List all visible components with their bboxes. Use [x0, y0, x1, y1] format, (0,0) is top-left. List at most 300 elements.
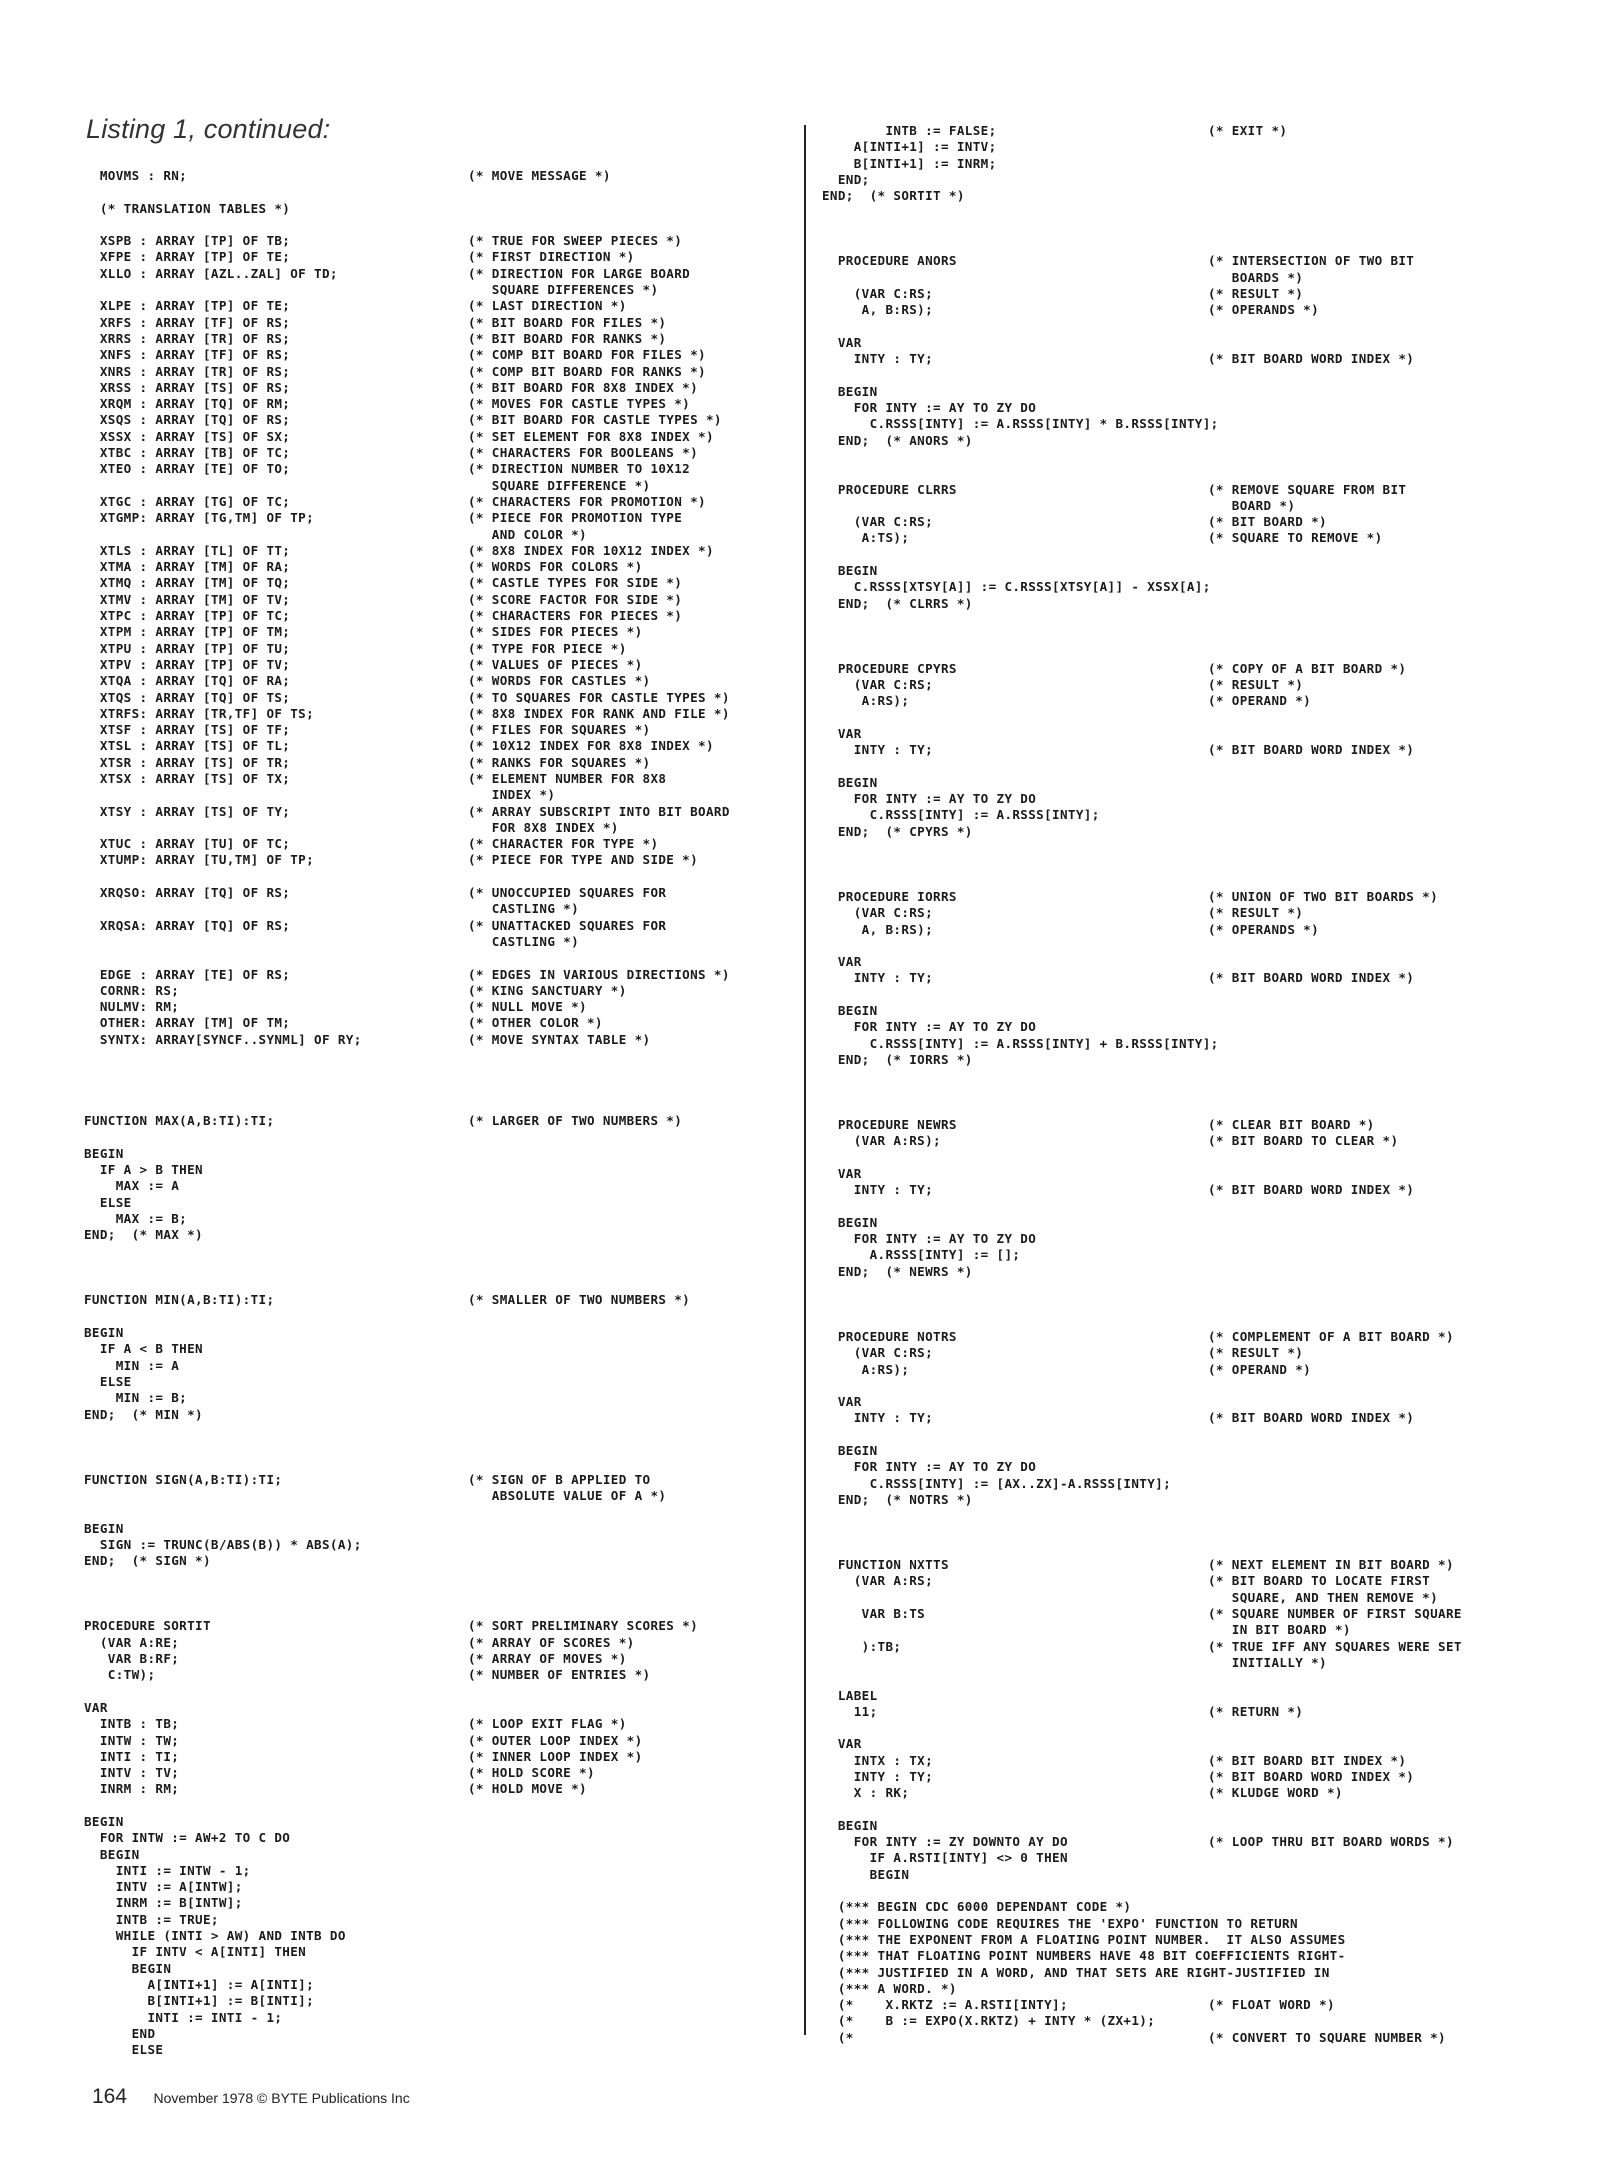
code-comment: (* MOVE MESSAGE *) — [468, 168, 611, 183]
code-line — [822, 1753, 1522, 1769]
code-line — [84, 1798, 804, 1814]
code-text: END; (* NEWRS *) — [822, 1263, 973, 1279]
code-text: END; (* SORTIT *) — [822, 188, 965, 204]
code-text: BEGIN — [822, 563, 878, 579]
code-line — [822, 1867, 1522, 1883]
code-text: A:RS); — [822, 693, 910, 709]
code-line — [84, 1667, 804, 1683]
code-text: BEGIN — [822, 383, 878, 399]
code-line — [822, 742, 1522, 758]
code-line — [84, 624, 804, 640]
code-line — [822, 1247, 1522, 1263]
code-line — [822, 1883, 1522, 1899]
code-line — [84, 869, 804, 885]
code-text: A[INTI+1] := INTV; — [822, 139, 997, 155]
code-comment: (* NEXT ELEMENT IN BIT BOARD *) — [1208, 1557, 1454, 1573]
code-text: CORNR: RS; — [84, 982, 180, 998]
code-line — [84, 559, 804, 575]
code-line — [822, 286, 1522, 302]
code-comment: (* HOLD MOVE *) — [468, 1781, 587, 1797]
code-line — [84, 852, 804, 868]
code-text: (*** THE EXPONENT FROM A FLOATING POINT NUMBER. IT ALSO ASSUMES — [822, 1931, 1346, 1947]
page-number: 164 — [92, 2085, 128, 2108]
code-text: XSSX : ARRAY [TS] OF SX; — [84, 428, 291, 444]
code-comment: AND COLOR *) — [468, 526, 587, 542]
code-line — [84, 249, 804, 265]
code-line — [822, 1459, 1522, 1475]
code-text: XTUC : ARRAY [TU] OF TC; — [84, 836, 291, 852]
code-text: XTGMP: ARRAY [TG,TM] OF TP; — [84, 510, 315, 526]
code-comment: (* BIT BOARD WORD INDEX *) — [1208, 1768, 1415, 1784]
code-comment: (* BIT BOARD FOR 8X8 INDEX *) — [468, 379, 699, 395]
code-comment: (* BIT BOARD WORD INDEX *) — [1208, 1410, 1415, 1426]
code-comment: (* KLUDGE WORD *) — [1208, 1785, 1343, 1801]
code-text: IF A.RSTI[INTY] <> 0 THEN — [822, 1850, 1068, 1866]
code-line — [822, 1215, 1522, 1231]
code-comment: (* BIT BOARD FOR RANKS *) — [468, 330, 667, 346]
code-text: XTMQ : ARRAY [TM] OF TQ; — [84, 575, 291, 591]
code-line — [84, 1162, 804, 1178]
code-line — [822, 547, 1522, 563]
code-text: VAR — [822, 725, 862, 741]
code-comment: (* RETURN *) — [1208, 1703, 1304, 1719]
listing-heading: Listing 1, continued: — [86, 114, 331, 144]
code-line — [822, 1345, 1522, 1361]
code-text: XTMA : ARRAY [TM] OF RA; — [84, 559, 291, 575]
code-line — [822, 645, 1522, 661]
code-line — [822, 1981, 1522, 1997]
code-text: FOR INTY := AY TO ZY DO — [822, 1231, 1037, 1247]
code-text: INTX : TX; — [822, 1752, 934, 1768]
code-comment: (* SQUARE NUMBER OF FIRST SQUARE — [1208, 1606, 1462, 1622]
code-comment: (* CHARACTERS FOR BOOLEANS *) — [468, 445, 699, 461]
code-text: PROCEDURE NOTRS — [822, 1328, 957, 1344]
page-footer — [92, 2085, 410, 2109]
code-text: BEGIN — [822, 1866, 910, 1882]
code-line — [84, 1374, 804, 1390]
code-line — [822, 1655, 1522, 1671]
code-comment: (* SIGN OF B APPLIED TO — [468, 1471, 651, 1487]
code-line — [822, 1671, 1522, 1687]
code-text: INRM := B[INTW]; — [84, 1895, 243, 1911]
code-line — [822, 954, 1522, 970]
code-line — [84, 1814, 804, 1830]
code-line — [822, 1443, 1522, 1459]
code-comment: FOR 8X8 INDEX *) — [468, 819, 619, 835]
code-comment: (* BIT BOARD TO CLEAR *) — [1208, 1133, 1399, 1149]
code-line — [84, 608, 804, 624]
code-line — [84, 1325, 804, 1341]
code-line — [84, 1847, 804, 1863]
code-text: ELSE — [84, 1194, 132, 1210]
code-text: INTB := FALSE; — [822, 123, 997, 138]
code-text: PROCEDURE CLRRS — [822, 481, 957, 497]
code-text: XNFS : ARRAY [TF] OF RS; — [84, 347, 291, 363]
code-line — [822, 530, 1522, 546]
code-line — [84, 412, 804, 428]
code-comment: (* OPERAND *) — [1208, 1361, 1312, 1377]
code-line — [84, 1015, 804, 1031]
code-line — [822, 1394, 1522, 1410]
code-line — [84, 266, 804, 282]
code-line — [84, 315, 804, 331]
code-line — [84, 885, 804, 901]
code-line — [84, 1944, 804, 1960]
code-line — [84, 575, 804, 591]
code-line — [822, 384, 1522, 400]
code-comment: INITIALLY *) — [1208, 1654, 1327, 1670]
code-text: INRM : RM; — [84, 1781, 180, 1797]
code-line — [822, 2030, 1522, 2046]
code-text: BEGIN — [84, 1520, 124, 1536]
code-text: XFPE : ARRAY [TP] OF TE; — [84, 249, 291, 265]
code-text: INTY : TY; — [822, 742, 934, 758]
code-text: B[INTI+1] := B[INTI]; — [84, 1993, 315, 2009]
code-line — [84, 657, 804, 673]
code-line — [822, 759, 1522, 775]
code-comment: (* CONVERT TO SQUARE NUMBER *) — [1208, 2029, 1446, 2045]
code-text: BEGIN — [84, 1846, 140, 1862]
code-line — [84, 1504, 804, 1520]
code-comment: (* BIT BOARD FOR FILES *) — [468, 314, 667, 330]
code-text: END; (* NOTRS *) — [822, 1491, 973, 1507]
code-comment: BOARD *) — [1208, 497, 1296, 513]
code-line — [822, 1965, 1522, 1981]
code-comment: IN BIT BOARD *) — [1208, 1622, 1351, 1638]
code-line — [822, 1769, 1522, 1785]
code-text: (* — [822, 2029, 854, 2045]
code-line — [84, 201, 804, 217]
code-text: END; (* MIN *) — [84, 1406, 203, 1422]
code-text: IF INTV < A[INTI] THEN — [84, 1944, 307, 1960]
code-text: XTUMP: ARRAY [TU,TM] OF TP; — [84, 852, 315, 868]
code-comment: (* MOVES FOR CASTLE TYPES *) — [468, 396, 691, 412]
code-comment: (* OPERANDS *) — [1208, 302, 1320, 318]
code-line — [822, 1166, 1522, 1182]
code-comment: INDEX *) — [468, 787, 556, 803]
code-line — [84, 1602, 804, 1618]
code-text: XRRS : ARRAY [TR] OF RS; — [84, 330, 291, 346]
code-line — [822, 1362, 1522, 1378]
code-text: (*** A WORD. *) — [822, 1980, 957, 1996]
code-text: A:RS); — [822, 1361, 910, 1377]
code-comment: (* TYPE FOR PIECE *) — [468, 640, 627, 656]
code-comment: (* COPY OF A BIT BOARD *) — [1208, 660, 1407, 676]
code-line — [84, 1407, 804, 1423]
code-line — [84, 1749, 804, 1765]
code-text: INTV := A[INTW]; — [84, 1879, 243, 1895]
code-line — [84, 445, 804, 461]
code-line — [84, 934, 804, 950]
code-line — [822, 1085, 1522, 1101]
code-text: INTY : TY; — [822, 1182, 934, 1198]
code-text: WHILE (INTI > AW) AND INTB DO — [84, 1928, 346, 1944]
code-text: PROCEDURE SORTIT — [84, 1618, 211, 1634]
code-line — [822, 1606, 1522, 1622]
code-comment: (* BIT BOARD TO LOCATE FIRST — [1208, 1573, 1431, 1589]
code-comment: (* TRUE FOR SWEEP PIECES *) — [468, 233, 683, 249]
code-line — [84, 1977, 804, 1993]
code-comment: (* REMOVE SQUARE FROM BIT — [1208, 481, 1407, 497]
code-comment: (* CHARACTERS FOR PIECES *) — [468, 608, 683, 624]
code-text: FOR INTY := AY TO ZY DO — [822, 1459, 1037, 1475]
code-line — [84, 429, 804, 445]
code-line — [822, 1150, 1522, 1166]
code-line — [84, 1439, 804, 1455]
code-text: EDGE : ARRAY [TE] OF RS; — [84, 966, 291, 982]
code-text: (*** JUSTIFIED IN A WORD, AND THAT SETS ARE RIGHT-JUSTIFIED IN — [822, 1964, 1330, 1980]
code-line — [84, 706, 804, 722]
code-line — [822, 563, 1522, 579]
code-line — [84, 1423, 804, 1439]
code-line — [84, 1195, 804, 1211]
code-text: FOR INTY := AY TO ZY DO — [822, 1019, 1037, 1035]
code-text: C.RSSS[INTY] := A.RSSS[INTY] + B.RSSS[INTY]; — [822, 1035, 1219, 1051]
code-line — [822, 1736, 1522, 1752]
code-comment: (* DIRECTION FOR LARGE BOARD — [468, 265, 691, 281]
code-comment: (* TO SQUARES FOR CASTLE TYPES *) — [468, 689, 730, 705]
code-line — [822, 628, 1522, 644]
code-text: INTY : TY; — [822, 1768, 934, 1784]
code-line — [84, 478, 804, 494]
code-comment: (* COMPLEMENT OF A BIT BOARD *) — [1208, 1328, 1454, 1344]
code-line — [84, 738, 804, 754]
code-line — [822, 726, 1522, 742]
code-line — [84, 1081, 804, 1097]
code-comment: (* INTERSECTION OF TWO BIT — [1208, 253, 1415, 269]
code-line — [84, 787, 804, 803]
column-divider — [804, 125, 806, 2035]
code-line — [84, 641, 804, 657]
code-comment: (* BIT BOARD *) — [1208, 514, 1327, 530]
code-text: (*** THAT FLOATING POINT NUMBERS HAVE 48 BIT COEFFICIENTS RIGHT- — [822, 1948, 1346, 1964]
code-line — [84, 527, 804, 543]
code-text: INTY : TY; — [822, 1410, 934, 1426]
code-column-left — [84, 168, 804, 2058]
code-line — [84, 494, 804, 510]
code-comment: (* WORDS FOR CASTLES *) — [468, 673, 651, 689]
code-comment: (* BIT BOARD WORD INDEX *) — [1208, 1182, 1415, 1198]
code-line — [84, 364, 804, 380]
code-comment: (* ARRAY OF MOVES *) — [468, 1651, 627, 1667]
code-text: FOR INTY := ZY DOWNTO AY DO — [822, 1834, 1068, 1850]
code-text: (VAR C:RS; — [822, 514, 934, 530]
code-text: XTLS : ARRAY [TL] OF TT; — [84, 542, 291, 558]
code-text: XLLO : ARRAY [AZL..ZAL] OF TD; — [84, 265, 338, 281]
code-line — [822, 482, 1522, 498]
code-line — [822, 1785, 1522, 1801]
code-line — [84, 1684, 804, 1700]
code-text: (*** BEGIN CDC 6000 DEPENDANT CODE *) — [822, 1899, 1132, 1915]
code-line — [84, 1358, 804, 1374]
code-comment: (* BIT BOARD WORD INDEX *) — [1208, 742, 1415, 758]
code-comment: (* LAST DIRECTION *) — [468, 298, 627, 314]
code-line — [822, 416, 1522, 432]
code-text: VAR — [822, 954, 862, 970]
code-comment: (* 8X8 INDEX FOR 10X12 INDEX *) — [468, 542, 714, 558]
code-comment: SQUARE, AND THEN REMOVE *) — [1208, 1589, 1439, 1605]
code-line — [822, 1525, 1522, 1541]
code-line — [822, 1117, 1522, 1133]
code-text: A, B:RS); — [822, 302, 934, 318]
code-text: END; (* CPYRS *) — [822, 823, 973, 839]
code-comment: (* UNATTACKED SQUARES FOR — [468, 917, 667, 933]
code-line — [822, 905, 1522, 921]
code-text: PROCEDURE IORRS — [822, 888, 957, 904]
code-line — [822, 1101, 1522, 1117]
code-line — [84, 1830, 804, 1846]
code-line — [84, 1618, 804, 1634]
code-line — [822, 1932, 1522, 1948]
code-line — [822, 139, 1522, 155]
code-text: END; — [822, 171, 870, 187]
code-text: XTQS : ARRAY [TQ] OF TS; — [84, 689, 291, 705]
code-text: IF A > B THEN — [84, 1162, 203, 1178]
code-text: PROCEDURE CPYRS — [822, 660, 957, 676]
code-line — [84, 1309, 804, 1325]
code-line — [84, 1472, 804, 1488]
code-comment: (* OTHER COLOR *) — [468, 1015, 603, 1031]
code-text: FOR INTW := AW+2 TO C DO — [84, 1830, 291, 1846]
code-text: (VAR C:RS; — [822, 285, 934, 301]
code-line — [84, 1292, 804, 1308]
code-text: VAR B:TS — [822, 1606, 926, 1622]
code-line — [822, 1997, 1522, 2013]
code-line — [822, 1639, 1522, 1655]
code-comment: (* RESULT *) — [1208, 905, 1304, 921]
code-text: INTY : TY; — [822, 970, 934, 986]
code-text: XTEO : ARRAY [TE] OF TO; — [84, 461, 291, 477]
code-comment: (* CLEAR BIT BOARD *) — [1208, 1117, 1375, 1133]
code-line — [822, 253, 1522, 269]
code-line — [84, 282, 804, 298]
code-text: INTY : TY; — [822, 351, 934, 367]
code-line — [822, 824, 1522, 840]
publication-credit: November 1978 © BYTE Publications Inc — [153, 2090, 410, 2106]
code-comment: (* MOVE SYNTAX TABLE *) — [468, 1031, 651, 1047]
code-line — [84, 1651, 804, 1667]
code-text: END; (* MAX *) — [84, 1227, 203, 1243]
code-comment: (* BIT BOARD WORD INDEX *) — [1208, 351, 1415, 367]
code-line — [822, 856, 1522, 872]
code-line — [822, 1280, 1522, 1296]
code-text: MAX := A — [84, 1178, 180, 1194]
code-comment: (* NUMBER OF ENTRIES *) — [468, 1667, 651, 1683]
code-line — [822, 1622, 1522, 1638]
code-comment: (* LARGER OF TWO NUMBERS *) — [468, 1113, 683, 1129]
code-comment: (* WORDS FOR COLORS *) — [468, 559, 643, 575]
code-text: XRFS : ARRAY [TF] OF RS; — [84, 314, 291, 330]
code-comment: (* FIRST DIRECTION *) — [468, 249, 635, 265]
code-comment: (* DIRECTION NUMBER TO 10X12 — [468, 461, 691, 477]
code-line — [84, 2042, 804, 2058]
code-line — [822, 889, 1522, 905]
code-comment: (* BIT BOARD WORD INDEX *) — [1208, 970, 1415, 986]
code-text: XSPB : ARRAY [TP] OF TB; — [84, 233, 291, 249]
code-text: A, B:RS); — [822, 921, 934, 937]
code-line — [84, 380, 804, 396]
code-text: VAR — [822, 334, 862, 350]
code-line — [84, 1097, 804, 1113]
code-line — [84, 1032, 804, 1048]
code-line — [822, 987, 1522, 1003]
code-line — [84, 1260, 804, 1276]
code-comment: SQUARE DIFFERENCES *) — [468, 282, 659, 298]
code-line — [84, 771, 804, 787]
code-line — [84, 673, 804, 689]
code-line — [84, 1048, 804, 1064]
code-line — [822, 188, 1522, 204]
code-text: XRQSA: ARRAY [TQ] OF RS; — [84, 917, 291, 933]
code-line — [84, 2010, 804, 2026]
code-line — [84, 1570, 804, 1586]
code-line — [84, 1146, 804, 1162]
code-line — [822, 335, 1522, 351]
code-comment: (* CHARACTER FOR TYPE *) — [468, 836, 659, 852]
code-line — [84, 1341, 804, 1357]
code-line — [822, 579, 1522, 595]
code-text: LABEL — [822, 1687, 878, 1703]
code-line — [822, 1948, 1522, 1964]
code-text: XTBC : ARRAY [TB] OF TC; — [84, 445, 291, 461]
code-text: INTI := INTW - 1; — [84, 1862, 251, 1878]
code-line — [84, 543, 804, 559]
code-line — [84, 1537, 804, 1553]
code-comment: (* OPERANDS *) — [1208, 921, 1320, 937]
code-line — [822, 433, 1522, 449]
code-text: XTSX : ARRAY [TS] OF TX; — [84, 770, 291, 786]
code-line — [84, 1928, 804, 1944]
code-text: VAR — [84, 1699, 108, 1715]
code-comment: CASTLING *) — [468, 901, 580, 917]
code-text: OTHER: ARRAY [TM] OF TM; — [84, 1015, 291, 1031]
code-comment: (* OUTER LOOP INDEX *) — [468, 1732, 643, 1748]
code-text: BEGIN — [822, 1214, 878, 1230]
code-text: MAX := B; — [84, 1211, 188, 1226]
code-text: END; (* ANORS *) — [822, 432, 973, 448]
code-text: C.RSSS[XTSY[A]] := C.RSSS[XTSY[A]] - XSSX[A]; — [822, 579, 1211, 595]
code-text: XTSL : ARRAY [TS] OF TL; — [84, 738, 291, 754]
code-text: 11; — [822, 1703, 878, 1719]
code-line — [84, 1586, 804, 1602]
code-line — [822, 123, 1522, 139]
code-line — [84, 1390, 804, 1406]
code-line — [822, 465, 1522, 481]
code-line — [84, 1130, 804, 1146]
code-text: MIN := B; — [84, 1390, 188, 1406]
code-line — [84, 950, 804, 966]
code-line — [822, 1182, 1522, 1198]
code-text: FOR INTY := AY TO ZY DO — [822, 400, 1037, 416]
code-text: BEGIN — [822, 774, 878, 790]
code-comment: (* SET ELEMENT FOR 8X8 INDEX *) — [468, 428, 714, 444]
code-line — [822, 1036, 1522, 1052]
code-line — [822, 1068, 1522, 1084]
code-text: (VAR A:RE; — [84, 1634, 180, 1650]
code-line — [84, 820, 804, 836]
code-line — [822, 1264, 1522, 1280]
code-text: (* X.RKTZ := A.RSTI[INTY]; — [822, 1997, 1068, 2013]
code-text: XTQA : ARRAY [TQ] OF RA; — [84, 673, 291, 689]
code-comment: (* COMP BIT BOARD FOR FILES *) — [468, 347, 706, 363]
code-line — [822, 156, 1522, 172]
code-text: INTB : TB; — [84, 1716, 180, 1732]
code-comment: (* SIDES FOR PIECES *) — [468, 624, 643, 640]
code-text: X : RK; — [822, 1785, 910, 1801]
code-line — [822, 1476, 1522, 1492]
code-text: BEGIN — [822, 1003, 878, 1019]
code-text: XTMV : ARRAY [TM] OF TV; — [84, 591, 291, 607]
